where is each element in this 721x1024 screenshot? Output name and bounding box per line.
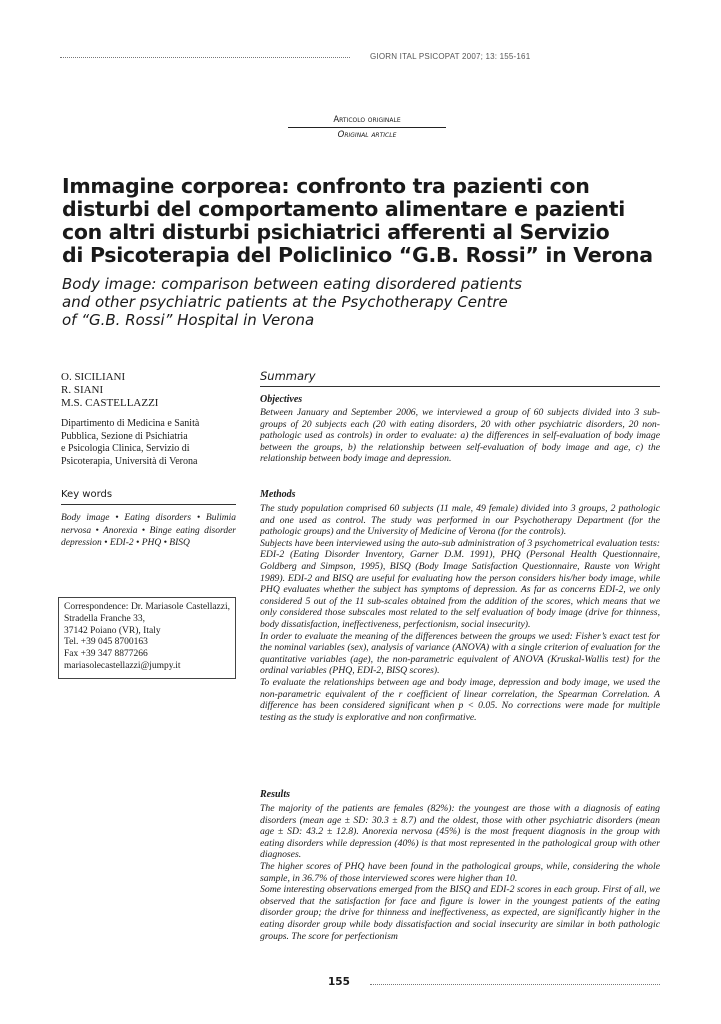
methods-paragraph: To evaluate the relationships between age and body image, depression and body image, we used the non-parametric equivalent of the r coefficient of linear correlation, the Spearman Correlation. A difference has been considered significant when p < 0.05. No corrections were made for multiple testing as the study is explorative and non confirmative. (260, 676, 660, 723)
title-line: con altri disturbi psichiatrici afferenti al Servizio (62, 220, 610, 244)
footer-dotted-rule (370, 984, 660, 985)
methods-text (260, 503, 660, 723)
keywords-text: Body image • Eating disorders • Bulimia nervosa • Anorexia • Binge eating disorder depression • EDI-2 • PHQ • BISQ (61, 513, 236, 548)
article-type-italian: Articolo originale (333, 115, 401, 125)
methods-heading: Methods (260, 489, 296, 500)
title-line: and other psychiatric patients at the Psychotherapy Centre (62, 293, 508, 311)
methods-paragraph: In order to evaluate the meaning of the differences between the groups we used: Fisher’s exact test for the nominal variables (sex), analysis of variance (ANOVA) with a single criterion of evaluation for the quantitative variables (age), the non-parametric equivalent of ANOVA (Kruskal-Wallis test) for the ordinal variables (PHQ, EDI-2, BISQ scores). (260, 630, 660, 677)
author-name: R. SIANI (61, 384, 104, 396)
affiliation-line: Psicoterapia, Università di Verona (61, 455, 198, 467)
author-name: M.S. CASTELLAZZI (61, 397, 159, 409)
affiliation (61, 418, 241, 468)
results-paragraph: Some interesting observations emerged from the BISQ and EDI-2 scores in each group. First of all, we observed that the satisfaction for face and figure is lower in the youngest patients of the eating disorder group; the drive for thinness and ineffectiveness, as expected, are significantly higher in the eating disorder group while body dissatisfaction and social insecurity are similar in both pathologic groups. The score for perfectionism (260, 884, 660, 942)
title-line: Body image: comparison between eating disordered patients (62, 275, 522, 293)
affiliation-line: Pubblica, Sezione di Psichiatria (61, 430, 188, 442)
correspondence-email: mariasolecastellazzi@jumpy.it (64, 660, 181, 671)
title-line: Immagine corporea: confronto tra pazienti con (62, 174, 590, 198)
article-type-english: Original article (337, 130, 397, 140)
correspondence-fax: Fax +39 347 8877266 (64, 649, 148, 660)
methods-paragraph: Subjects have been interviewed using the auto-sub administration of 3 psychometrical evaluation tests: EDI-2 (Eating Disorder Inventory, Garner D.M. 1991), PHQ (Personal Health Questionnaire, Goldberg and Simpson, 1995), BISQ (Body Image Satisfaction Questionnaire, Rauste von Wright 1989). EDI-2 and BISQ are useful for evaluating how the person considers his/her body image, while PHQ evaluates whether the subject has symptoms of depression. As far as concerns EDI-2, we only considered 5 out of the 11 sub-scales obtained from the addition of the scores, which means that we only considered those subscales most related to the self evaluation of body image (drive for thinness, body dissatisfaction, ineffectiveness, perfectionism, social insecurity). (260, 537, 660, 630)
keywords-rule (61, 504, 236, 505)
article-title-italian (62, 175, 662, 267)
correspondence-box (58, 597, 236, 679)
summary-heading: Summary (260, 369, 316, 383)
results-paragraph: The higher scores of PHQ have been found in the pathological groups, while, considering the whole sample, in 36.7% of those interviewed scores were higher than 10. (260, 860, 660, 884)
results-heading: Results (260, 789, 291, 800)
journal-reference: GIORN ITAL PSICOPAT 2007; 13: 155-161 (370, 52, 531, 61)
results-paragraph: The majority of the patients are females (82%): the youngest are those with a diagnosis of eating disorders (mean age ± SD: 30.3 ± 8.7) and the oldest, those with other psychiatric disorders (mean age ± SD: 43.2 ± 12.8). Anorexia nervosa (45%) is the most frequent diagnosis in the group with eating disorders while depression (40%) is that most represented in the pathological group with other diagnoses. (260, 803, 660, 861)
objectives-heading: Objectives (260, 394, 303, 405)
summary-rule (260, 386, 660, 387)
author-name: O. SICILIANI (61, 371, 126, 383)
affiliation-line: Dipartimento di Medicina e Sanità (61, 418, 200, 429)
correspondence-address: 37142 Poiano (VR), Italy (64, 625, 161, 636)
title-line: di Psicoterapia del Policlinico “G.B. Rossi” in Verona (62, 243, 653, 267)
header-dotted-rule (60, 57, 350, 58)
correspondence-tel: Tel. +39 045 8700163 (64, 637, 148, 648)
article-type-rule (288, 127, 446, 128)
page-number: 155 (328, 976, 350, 988)
affiliation-line: e Psicologia Clinica, Servizio di (61, 443, 190, 454)
objectives-text: Between January and September 2006, we interviewed a group of 60 subjects divided into 3 sub-groups of 20 subjects each (20 with eating disorders, 20 with other psychiatric disorders, 20 non-pathologic used as controls) in order to evaluate: a) the differences in self-evaluation of body image between the groups, b) the relationship between self-evaluation of body image and age, c) the relationship between body image and depression. (260, 407, 660, 465)
keywords-heading: Key words (61, 489, 113, 500)
correspondence-text: Correspondence: Dr. Mariasole Castellazzi, Stradella Franche 33, (64, 602, 230, 624)
title-line: disturbi del comportamento alimentare e pazienti (62, 197, 625, 221)
results-text (260, 803, 660, 942)
article-title-english (62, 275, 662, 329)
title-line: of “G.B. Rossi” Hospital in Verona (62, 311, 315, 329)
methods-paragraph: The study population comprised 60 subjects (11 male, 49 female) divided into 3 groups, 2 pathologic and one used as control. The study was performed in our Psychotherapy Department (for the pathologic groups) and the University of Medicine of Verona (for the controls). (260, 503, 660, 538)
author-list (61, 371, 241, 410)
